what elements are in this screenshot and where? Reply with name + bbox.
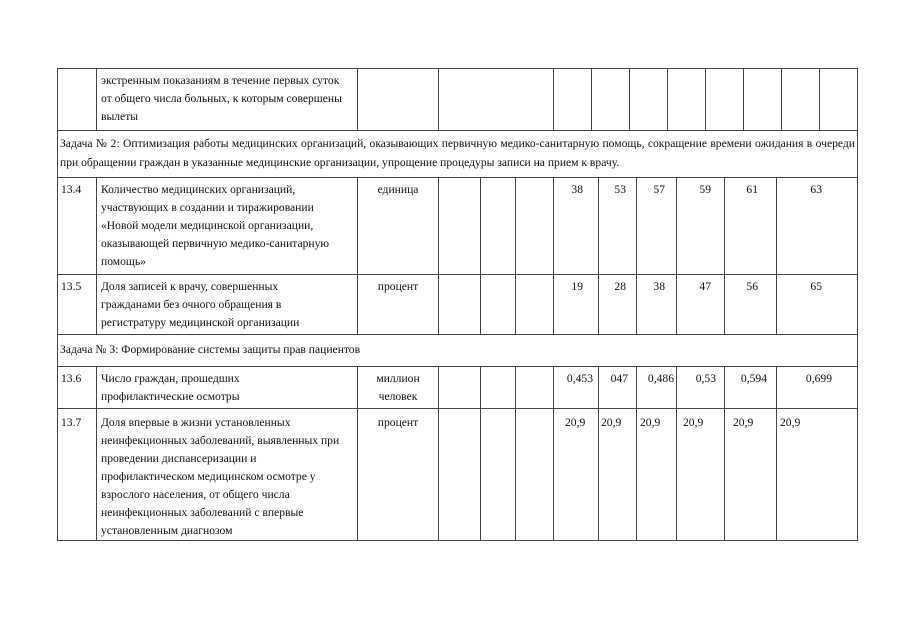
value-cell: 57 (653, 183, 665, 196)
value-cell: 20,9 (733, 416, 754, 429)
unit-cell: процент (377, 280, 419, 293)
row-number: 13.4 (61, 183, 82, 196)
col-divider (357, 177, 358, 334)
value-cell: 0,453 (566, 372, 593, 385)
table-border-left (57, 68, 58, 541)
row-number: 13.7 (61, 416, 82, 429)
indicator-name-cell: Доля впервые в жизни установленных неинфекционных заболеваний, выявленных при проведении диспансеризации и профилактическом медицинском осмотре у взрослого населения, от общего числа неинфекционных заболеваний с впервые установленным диагнозом (101, 416, 340, 537)
row-divider (57, 408, 858, 409)
col-divider (724, 177, 725, 334)
table-bottom-line (57, 540, 858, 541)
value-cell: 20,9 (565, 416, 586, 429)
row-divider (57, 366, 858, 367)
col-divider (676, 366, 677, 540)
value-cell: 20,9 (683, 416, 704, 429)
value-cell: 047 (610, 372, 628, 385)
col-divider (438, 68, 439, 130)
unit-cell: миллион человек (376, 372, 420, 403)
row-divider (57, 130, 858, 131)
col-divider (553, 366, 554, 540)
indicator-name-cell: Количество медицинских организаций, участвующих в создании и тиражировании «Новой модели медицинской организации, оказывающей первичную медико-санитарную помощь» (101, 183, 330, 268)
col-divider (553, 177, 554, 334)
col-divider (515, 177, 516, 334)
col-divider (743, 68, 744, 130)
col-divider (357, 68, 358, 130)
col-divider (667, 68, 668, 130)
row-divider (57, 334, 858, 335)
col-divider (724, 366, 725, 540)
value-cell: 59 (699, 183, 711, 196)
col-divider (598, 366, 599, 540)
col-divider (480, 177, 481, 334)
row-number: 13.5 (61, 280, 82, 293)
table-border-right (857, 68, 858, 541)
table-top-line (57, 68, 858, 69)
task-3-header: Задача № 3: Формирование системы защиты прав пациентов (60, 343, 361, 356)
value-cell: 61 (746, 183, 758, 196)
row-number: 13.6 (61, 372, 82, 385)
col-divider (480, 366, 481, 540)
col-divider (776, 177, 777, 334)
col-divider (781, 68, 782, 130)
indicator-name-cell: Число граждан, прошедших профилактические осмотры (101, 372, 240, 403)
col-divider (96, 366, 97, 540)
col-divider (515, 366, 516, 540)
value-cell: 0,699 (805, 372, 832, 385)
row-divider (57, 177, 858, 178)
col-divider (776, 366, 777, 540)
value-cell: 38 (571, 183, 583, 196)
value-cell: 0,53 (695, 372, 716, 385)
col-divider (96, 68, 97, 130)
col-divider (636, 177, 637, 334)
value-cell: 53 (614, 183, 626, 196)
col-divider (636, 366, 637, 540)
col-divider (553, 68, 554, 130)
col-divider (591, 68, 592, 130)
col-divider (357, 366, 358, 540)
task-2-header: Задача № 2: Оптимизация работы медицинских организаций, оказывающих первичную медико-санитарную помощь, сокращение времени ожидания в очереди при обращении граждан в указанные медицинские организации, упрощение процедуры записи на прием к врачу. (60, 137, 855, 169)
indicator-name-cell: экстренным показаниям в течение первых суток от общего числа больных, к которым совершены вылеты (101, 74, 342, 123)
unit-cell: единица (377, 183, 419, 196)
col-divider (598, 177, 599, 334)
indicator-name-cell: Доля записей к врачу, совершенных гражданами без очного обращения в регистратуру медицинской организации (101, 280, 300, 329)
col-divider (438, 366, 439, 540)
value-cell: 0,486 (647, 372, 674, 385)
value-cell: 0,594 (740, 372, 767, 385)
col-divider (819, 68, 820, 130)
value-cell: 56 (746, 280, 758, 293)
unit-cell: процент (377, 416, 419, 429)
col-divider (676, 177, 677, 334)
value-cell: 28 (614, 280, 626, 293)
value-cell: 38 (653, 280, 665, 293)
value-cell: 47 (699, 280, 711, 293)
value-cell: 63 (810, 183, 822, 196)
value-cell: 65 (810, 280, 822, 293)
col-divider (96, 177, 97, 334)
value-cell: 19 (571, 280, 583, 293)
col-divider (705, 68, 706, 130)
row-divider (57, 274, 858, 275)
value-cell: 20,9 (640, 416, 661, 429)
value-cell: 20,9 (601, 416, 622, 429)
value-cell: 20,9 (780, 416, 801, 429)
col-divider (629, 68, 630, 130)
col-divider (438, 177, 439, 334)
